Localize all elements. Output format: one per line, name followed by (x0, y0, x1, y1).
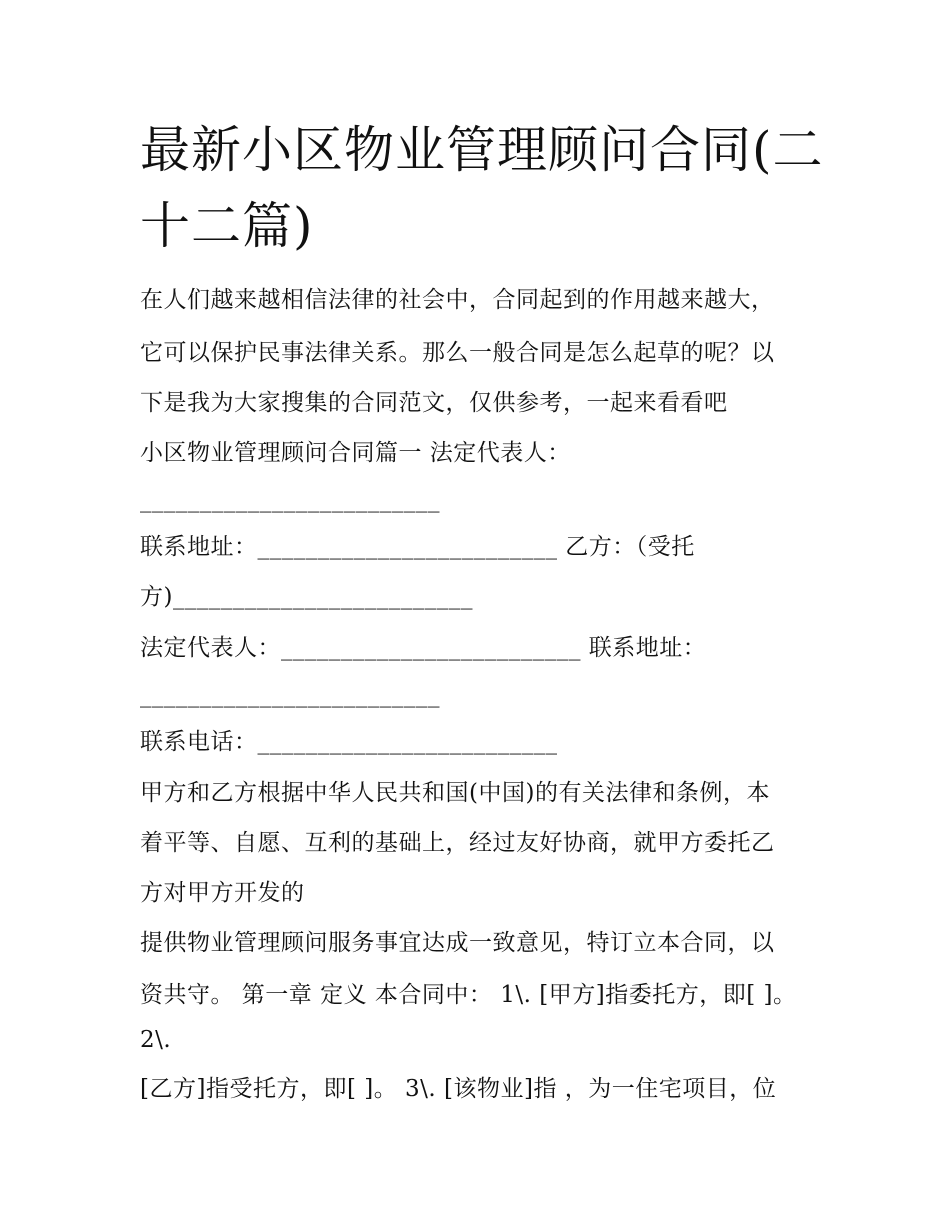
body-line-1: 甲方和乙方根据中华人民共和国(中国)的有关法律和条例，本 (140, 780, 770, 806)
phone-line: 联系电话：_________________________ (140, 729, 558, 755)
intro-line-3: 下是我为大家搜集的合同范文，仅供参考，一起来看看吧 (140, 390, 728, 416)
blank-line-address-b: _________________________ (140, 682, 440, 708)
blank-line-legal-rep-a: _________________________ (140, 487, 440, 513)
title-line-2: 十二篇) (140, 197, 314, 255)
body-line-7: [乙方]指受托方，即[ ]。 3\. [该物业]指 ，为一住宅项目，位 (140, 1076, 777, 1102)
body-line-4: 提供物业管理顾问服务事宜达成一致意见，特订立本合同，以 (140, 930, 775, 956)
party-b-line: 方)_________________________ (140, 584, 473, 610)
body-line-5: 资共守。 第一章 定义 本合同中： 1\. [甲方]指委托方，即[ ]。 (140, 982, 797, 1008)
intro-line-1: 在人们越来越相信法律的社会中，合同起到的作用越来越大， (140, 287, 775, 313)
intro-line-2: 它可以保护民事法律关系。那么一般合同是怎么起草的呢？以 (140, 340, 775, 366)
body-line-2: 着平等、自愿、互利的基础上，经过友好协商，就甲方委托乙 (140, 830, 775, 856)
document-title (140, 112, 830, 264)
body-line-3: 方对甲方开发的 (140, 880, 305, 906)
body-line-6: 2\. (140, 1027, 172, 1053)
party-a-address-line: 联系地址：_________________________ 乙方：（受托 (140, 534, 695, 560)
contract-heading-line: 小区物业管理顾问合同篇一 法定代表人： (140, 440, 571, 466)
title-line-1: 最新小区物业管理顾问合同(二 (140, 121, 824, 179)
party-b-legal-rep-line: 法定代表人：_________________________ 联系地址： (140, 635, 707, 661)
